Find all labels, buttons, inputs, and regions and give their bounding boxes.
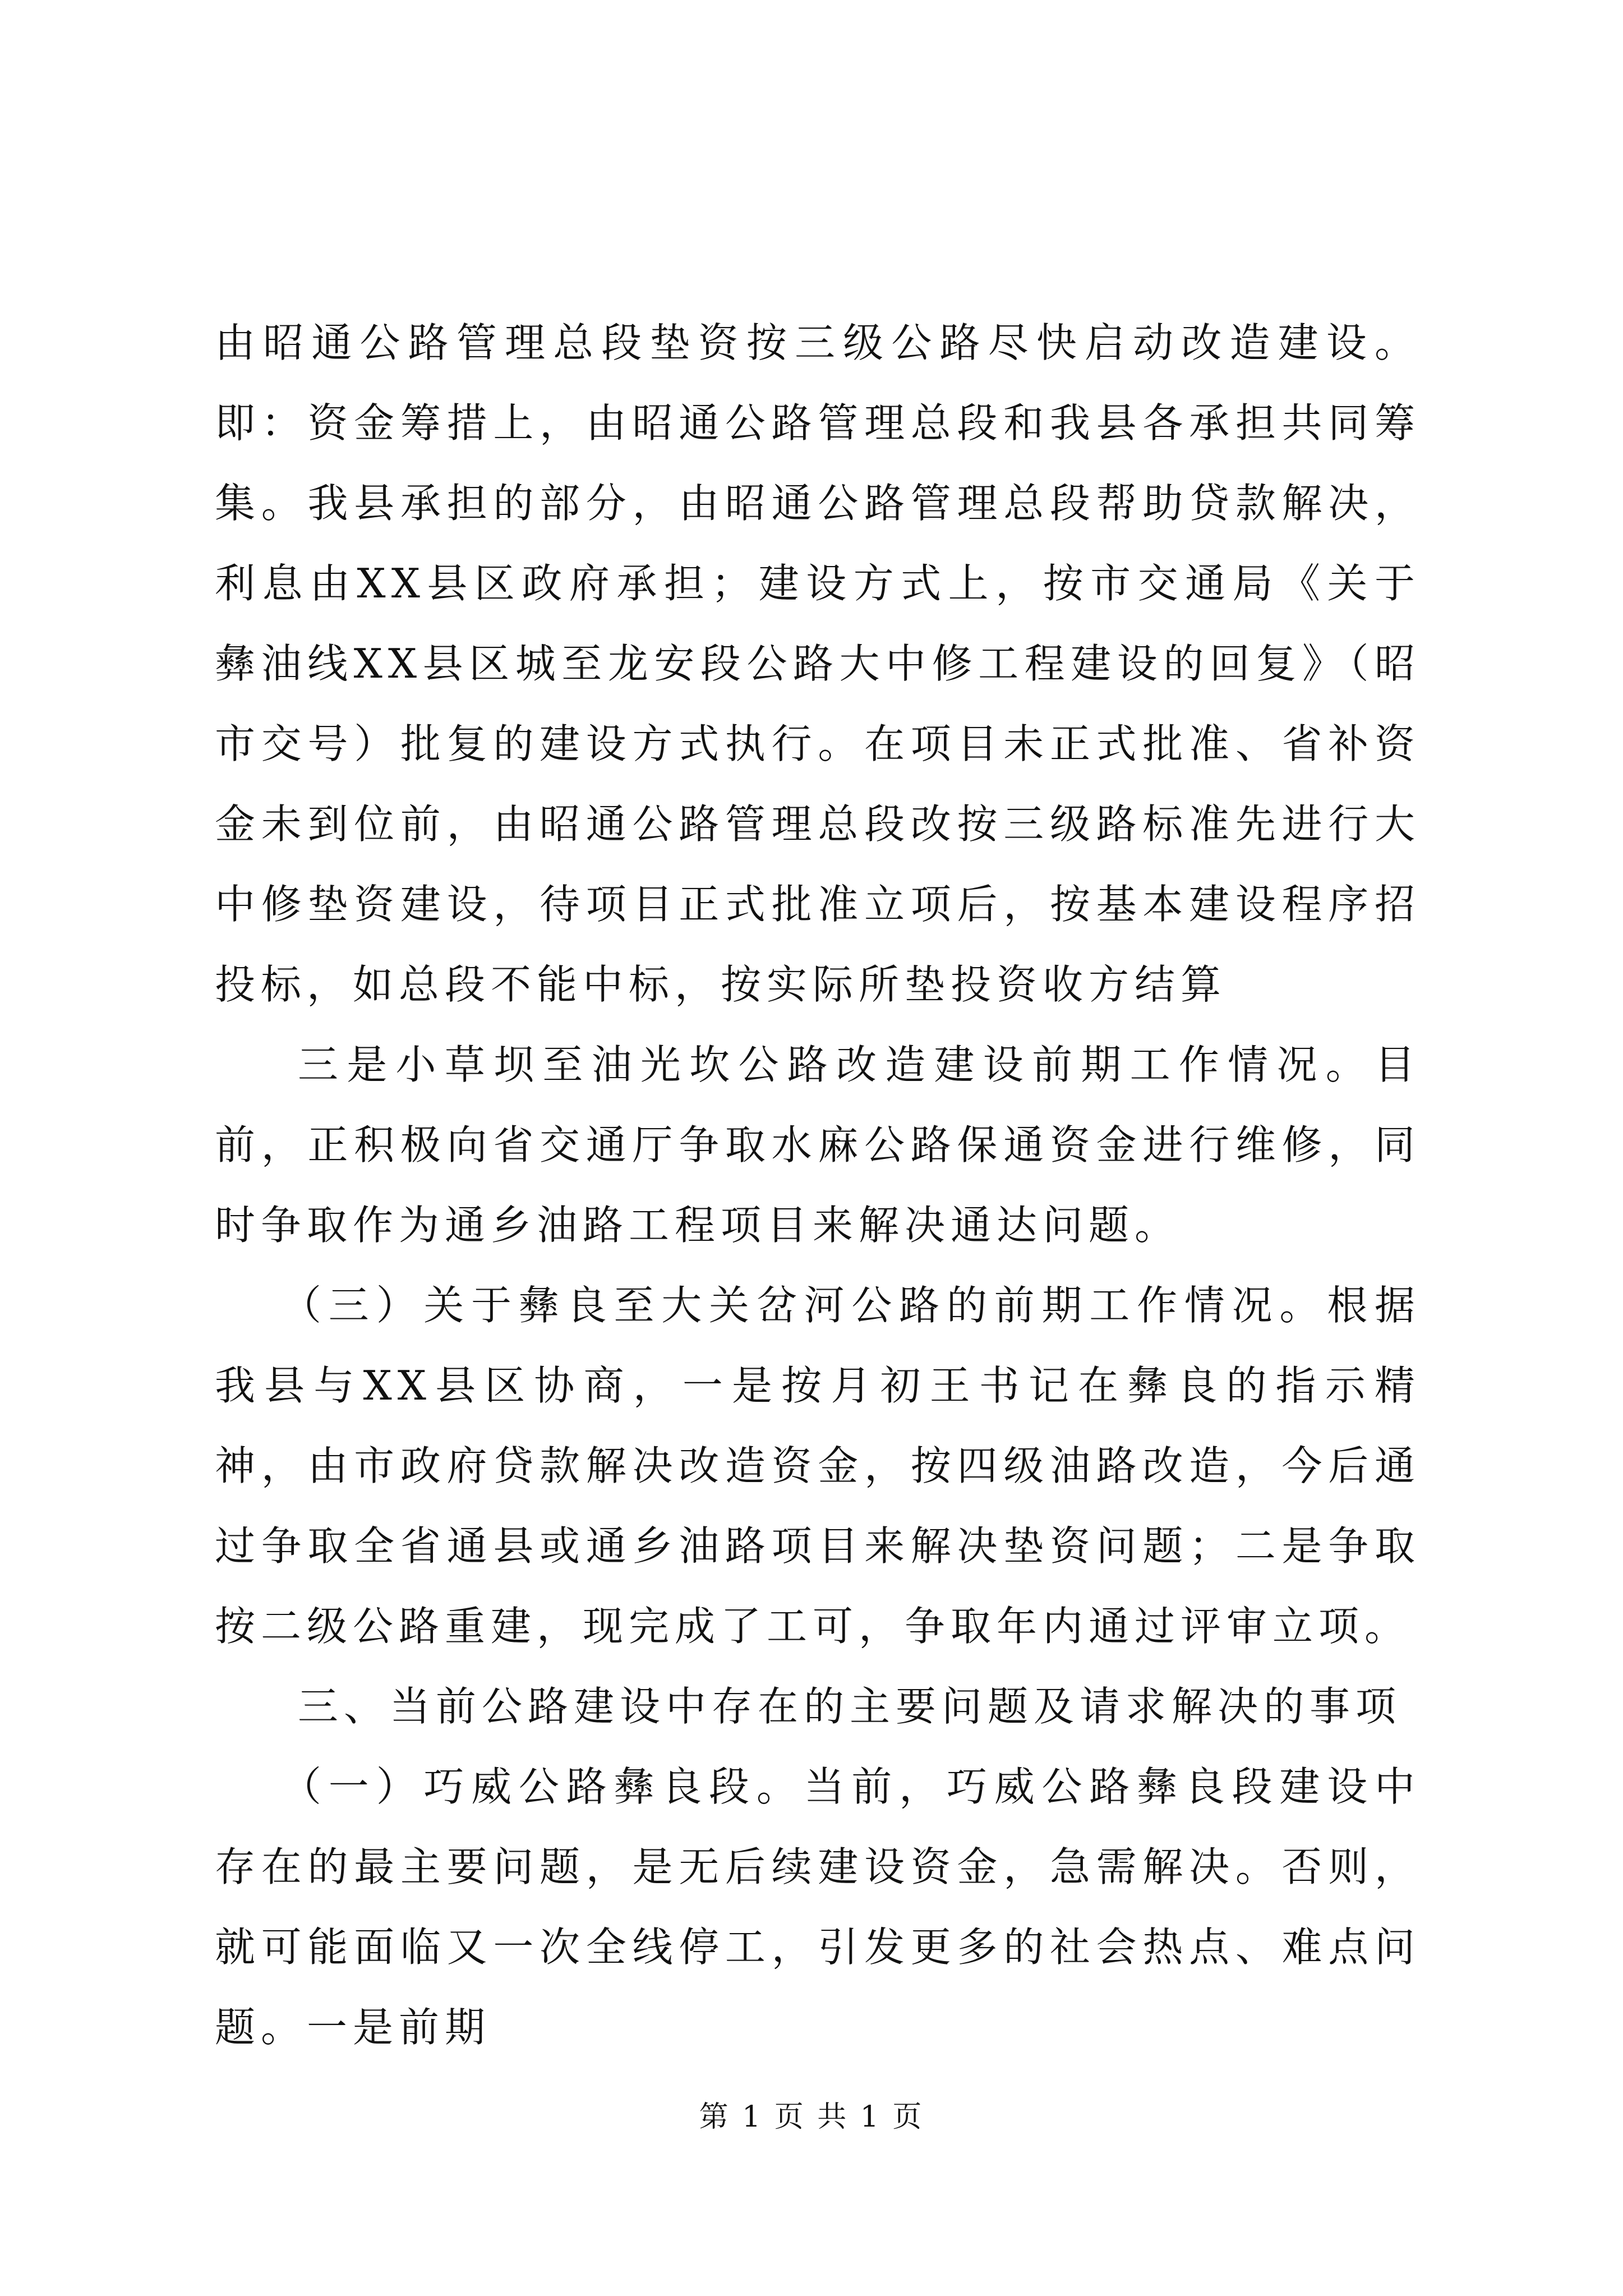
page-footer: 第 1 页 共 1 页 <box>699 2100 924 2134</box>
document-body <box>215 303 1421 2068</box>
paragraph-continuation: 由昭通公路管理总段垫资按三级公路尽快启动改造建设。即：资金筹措上，由昭通公路管理总段和我县各承担共同筹集。我县承担的部分，由昭通公路管理总段帮助贷款解决，利息由XX县区政府承担；建设方式上，按市交通局《关于彝油线XX县区城至龙安段公路大中修工程建设的回复》（昭市交号）批复的建设方式执行。在项目未正式批准、省补资金未到位前，由昭通公路管理总段改按三级路标准先进行大中修垫资建设，待项目正式批准立项后，按基本建设程序招投标，如总段不能中标，按实际所垫投资收方结算 <box>215 319 1421 1008</box>
paragraph-qiaowei-road: （一）巧威公路彝良段。当前，巧威公路彝良段建设中存在的最主要问题，是无后续建设资金，急需解决。否则，就可能面临又一次全线停工，引发更多的社会热点、难点问题。一是前期 <box>215 1763 1421 2051</box>
paragraph-section-3: （三）关于彝良至大关岔河公路的前期工作情况。根据我县与XX县区协商，一是按月初王书记在彝良的指示精神，由市政府贷款解决改造资金，按四级油路改造，今后通过争取全省通县或通乡油路项目来解决垫资问题；二是争取按二级公路重建，现完成了工可，争取年内通过评审立项。 <box>215 1282 1421 1650</box>
section-heading-problems: 三、当前公路建设中存在的主要问题及请求解决的事项 <box>298 1683 1402 1730</box>
paragraph-xiaocaoba: 三是小草坝至油光坎公路改造建设前期工作情况。目前，正积极向省交通厅争取水麻公路保通资金进行维修，同时争取作为通乡油路工程项目来解决通达问题。 <box>215 1041 1421 1249</box>
